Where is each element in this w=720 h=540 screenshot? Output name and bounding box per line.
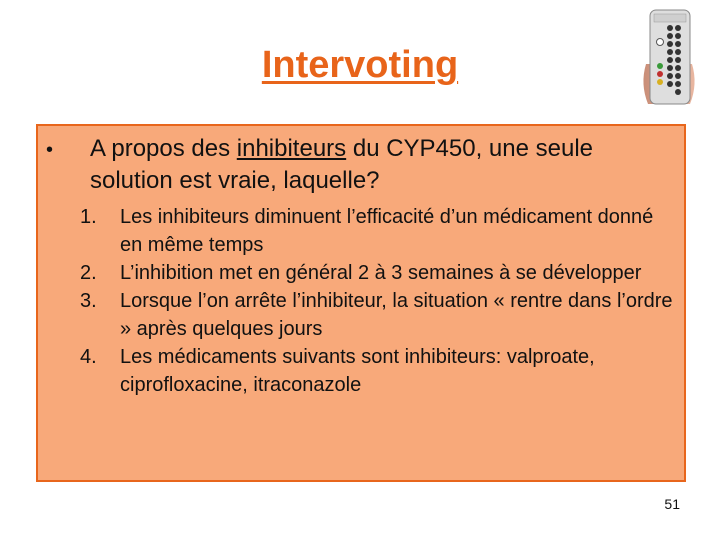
answer-text: L’inhibition met en général 2 à 3 semaines à se développer	[120, 262, 642, 284]
answer-number: 2.	[80, 262, 97, 284]
question-keyword: inhibiteurs	[236, 135, 347, 162]
question-text-start: A propos des	[90, 135, 237, 162]
slide-title	[0, 44, 720, 87]
answer-item	[80, 287, 675, 343]
answer-item	[80, 343, 675, 399]
question-text	[90, 133, 660, 197]
question-bullet: •	[46, 139, 54, 161]
answer-list	[80, 203, 675, 399]
question-text-end: du CYP450, une seule solution est vraie, laquelle?	[90, 135, 594, 194]
answer-text: Les inhibiteurs diminuent l’efficacité d’un médicament donné en même temps	[120, 206, 654, 256]
slide-title-text: Intervoting	[261, 44, 459, 86]
answer-text: Les médicaments suivants sont inhibiteurs: valproate, ciprofloxacine, itraconazole	[120, 346, 595, 396]
answer-item	[80, 203, 675, 259]
answer-number: 1.	[80, 206, 97, 228]
answer-item	[80, 259, 675, 287]
answer-number: 3.	[80, 290, 97, 312]
answer-text: Lorsque l’on arrête l’inhibiteur, la situation « rentre dans l’ordre » après quelques jours	[120, 290, 673, 340]
answer-number: 4.	[80, 346, 97, 368]
page-number: 51	[664, 496, 680, 512]
voting-keypad-icon	[640, 4, 698, 108]
